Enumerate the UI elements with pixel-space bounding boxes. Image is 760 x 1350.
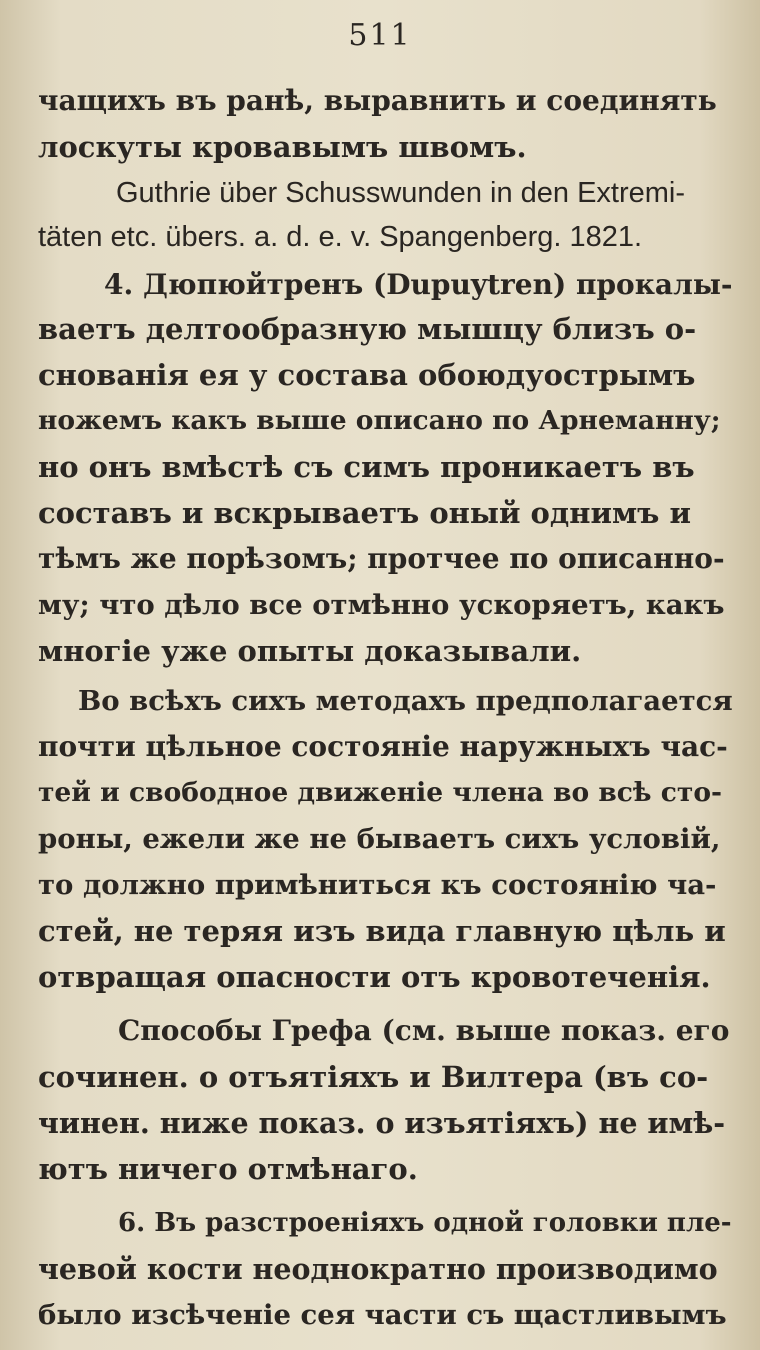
text-line: то должно примѣниться къ состоянію ча- <box>38 869 717 901</box>
text-line: ютъ ничего отмѣнаго. <box>38 1152 418 1186</box>
text-line: täten etc. übers. a. d. e. v. Spangenberg. 1821. <box>38 221 643 253</box>
text-line: Во всѣхъ сихъ методахъ предполагается <box>78 685 733 717</box>
text-line: ваетъ делтообразную мышцу близъ о- <box>38 312 697 346</box>
text-line: Guthrie über Schusswunden in den Extremi- <box>116 177 686 209</box>
text-line: чевой кости неоднократно производимо <box>38 1252 718 1286</box>
text-line: ножемъ какъ выше описано по Арнеманну; <box>38 405 721 436</box>
text-line: стей, не теряя изъ вида главную цѣль и <box>38 914 726 948</box>
text-line: сочинен. о отъятіяхъ и Вилтера (въ со- <box>38 1060 709 1094</box>
text-line: почти цѣльное состояніе наружныхъ час- <box>38 730 728 763</box>
text-line: но онъ вмѣстѣ съ симъ проникаетъ въ <box>38 450 695 484</box>
text-line: Способы Грефа (см. выше показ. его <box>118 1014 730 1047</box>
text-line: му; что дѣло все отмѣнно ускоряетъ, какъ <box>38 589 725 621</box>
text-line: составъ и вскрываетъ оный однимъ и <box>38 496 692 530</box>
text-line: отвращая опасности отъ кровотеченія. <box>38 960 711 994</box>
text-line: 4. Дюпюйтренъ (Dupuytren) прокалы- <box>104 268 733 301</box>
text-line: тѣмъ же порѣзомъ; протчее по описанно- <box>38 542 725 575</box>
text-line: многіе уже опыты доказывали. <box>38 634 582 668</box>
text-line: снованія ея у состава обоюдуострымъ <box>38 358 696 392</box>
text-line: 6. Въ разстроеніяхъ одной головки пле- <box>118 1208 732 1238</box>
text-line: тей и свободное движеніе члена во всѣ сто- <box>38 777 723 808</box>
text-line: чащихъ въ ранѣ, выравнить и соединять <box>38 84 717 117</box>
page-number: 511 <box>348 18 412 53</box>
text-line: роны, ежели же не бываетъ сихъ условій, <box>38 823 721 855</box>
text-line: чинен. ниже показ. о изъятіяхъ) не имѣ- <box>38 1106 726 1140</box>
text-line: лоскуты кровавымъ швомъ. <box>38 130 527 164</box>
text-line: было изсѣченіе сея части съ щастливымъ <box>38 1299 727 1331</box>
